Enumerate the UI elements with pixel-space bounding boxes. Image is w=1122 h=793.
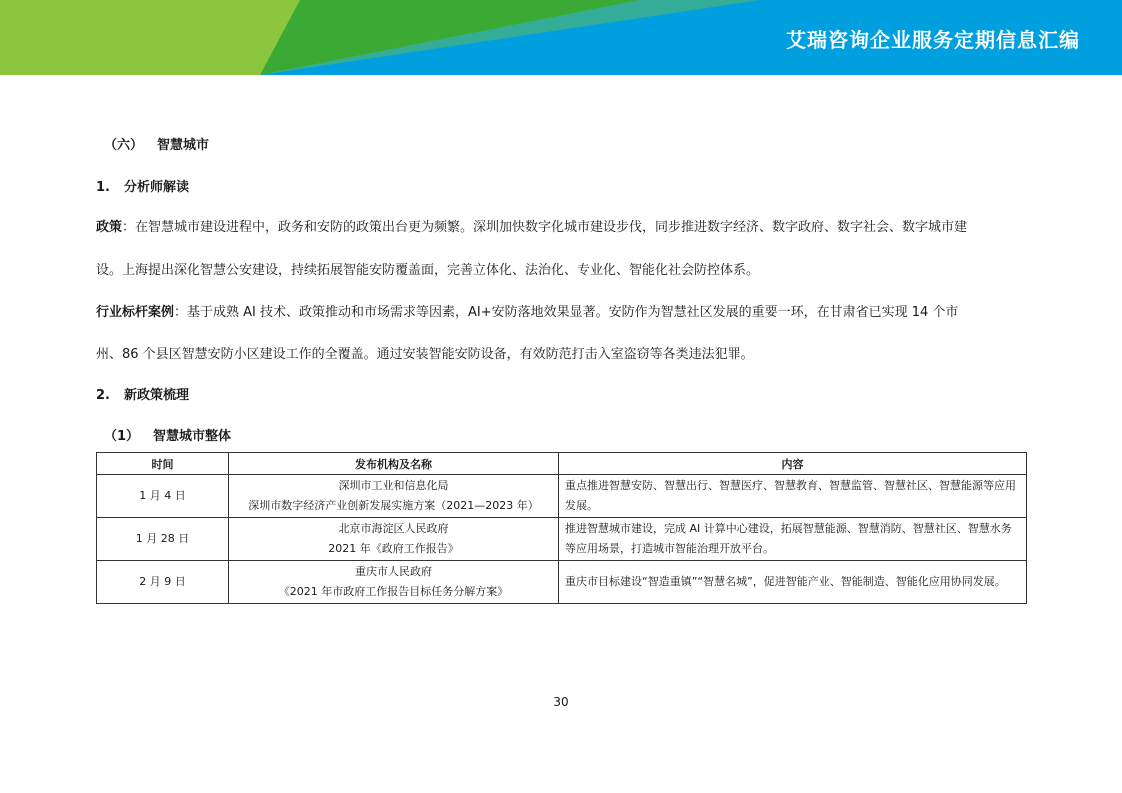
cell-content: 重点推进智慧安防、智慧出行、智慧医疗、智慧教育、智慧监管、智慧社区、智慧能源等应用发展。 bbox=[559, 475, 1027, 518]
policy-table bbox=[96, 452, 1027, 604]
subheading-title: 新政策梳理 bbox=[123, 388, 189, 403]
subheading-number: 2. bbox=[96, 388, 110, 403]
cell-content: 推进智慧城市建设，完成 AI 计算中心建设，拓展智慧能源、智慧消防、智慧社区、智慧水务等应用场景，打造城市智能治理开放平台。 bbox=[559, 518, 1027, 561]
org-name: 深圳市工业和信息化局 bbox=[338, 479, 449, 492]
header-banner bbox=[0, 0, 1122, 75]
cell-content: 重庆市目标建设“智造重镇”“智慧名城”，促进智能产业、智能制造、智能化应用协同发展。 bbox=[559, 561, 1027, 604]
subheading-title: 分析师解读 bbox=[123, 180, 189, 195]
policy-text-line1: ：在智慧城市建设进程中，政务和安防的政策出台更为频繁。深圳加快数字化城市建设步伐，同步推进数字经济、数字政府、数字社会、数字城市建 bbox=[122, 220, 968, 235]
table-header-row bbox=[97, 453, 1027, 475]
case-text-line1: ：基于成熟 AI 技术、政策推动和市场需求等因素，AI+安防落地效果显著。安防作为智慧社区发展的重要一环，在甘肃省已实现 14 个市 bbox=[174, 305, 959, 320]
cell-org bbox=[229, 561, 559, 604]
cell-time: 1 月 28 日 bbox=[97, 518, 229, 561]
cell-org bbox=[229, 518, 559, 561]
table-row bbox=[97, 475, 1027, 518]
cell-time: 2 月 9 日 bbox=[97, 561, 229, 604]
cell-org bbox=[229, 475, 559, 518]
section-number: （六） bbox=[104, 138, 144, 153]
org-name: 北京市海淀区人民政府 bbox=[338, 522, 449, 535]
header-title: 艾瑞咨询企业服务定期信息汇编 bbox=[786, 28, 1080, 52]
policy-label: 政策 bbox=[96, 220, 123, 235]
doc-name: 深圳市数字经济产业创新发展实施方案（2021—2023 年） bbox=[248, 499, 539, 512]
doc-name: 2021 年《政府工作报告》 bbox=[328, 542, 459, 555]
section-title: 智慧城市 bbox=[157, 138, 210, 153]
column-header-time: 时间 bbox=[97, 453, 229, 475]
subheading-number: 1. bbox=[96, 180, 110, 195]
table-row bbox=[97, 561, 1027, 604]
cell-time: 1 月 4 日 bbox=[97, 475, 229, 518]
doc-name: 《2021 年市政府工作报告目标任务分解方案》 bbox=[278, 585, 509, 598]
case-label: 行业标杆案例 bbox=[96, 305, 175, 320]
section-heading bbox=[104, 134, 209, 153]
column-header-content: 内容 bbox=[559, 453, 1027, 475]
column-header-org: 发布机构及名称 bbox=[229, 453, 559, 475]
page-number: 30 bbox=[553, 695, 569, 709]
case-text-line2: 州、86 个县区智慧安防小区建设工作的全覆盖。通过安装智能安防设备，有效防范打击入室盗窃等各类违法犯罪。 bbox=[96, 347, 754, 362]
subheading-policy-review bbox=[96, 384, 189, 403]
subheading-number: （1） bbox=[104, 429, 140, 444]
policy-text-line2: 设。上海提出深化智慧公安建设，持续拓展智能安防覆盖面，完善立体化、法治化、专业化、智能化社会防控体系。 bbox=[96, 263, 760, 278]
org-name: 重庆市人民政府 bbox=[355, 565, 432, 578]
subheading-title: 智慧城市整体 bbox=[153, 429, 232, 444]
subheading-analyst bbox=[96, 176, 189, 195]
table-row bbox=[97, 518, 1027, 561]
subheading-smart-city bbox=[104, 425, 231, 444]
